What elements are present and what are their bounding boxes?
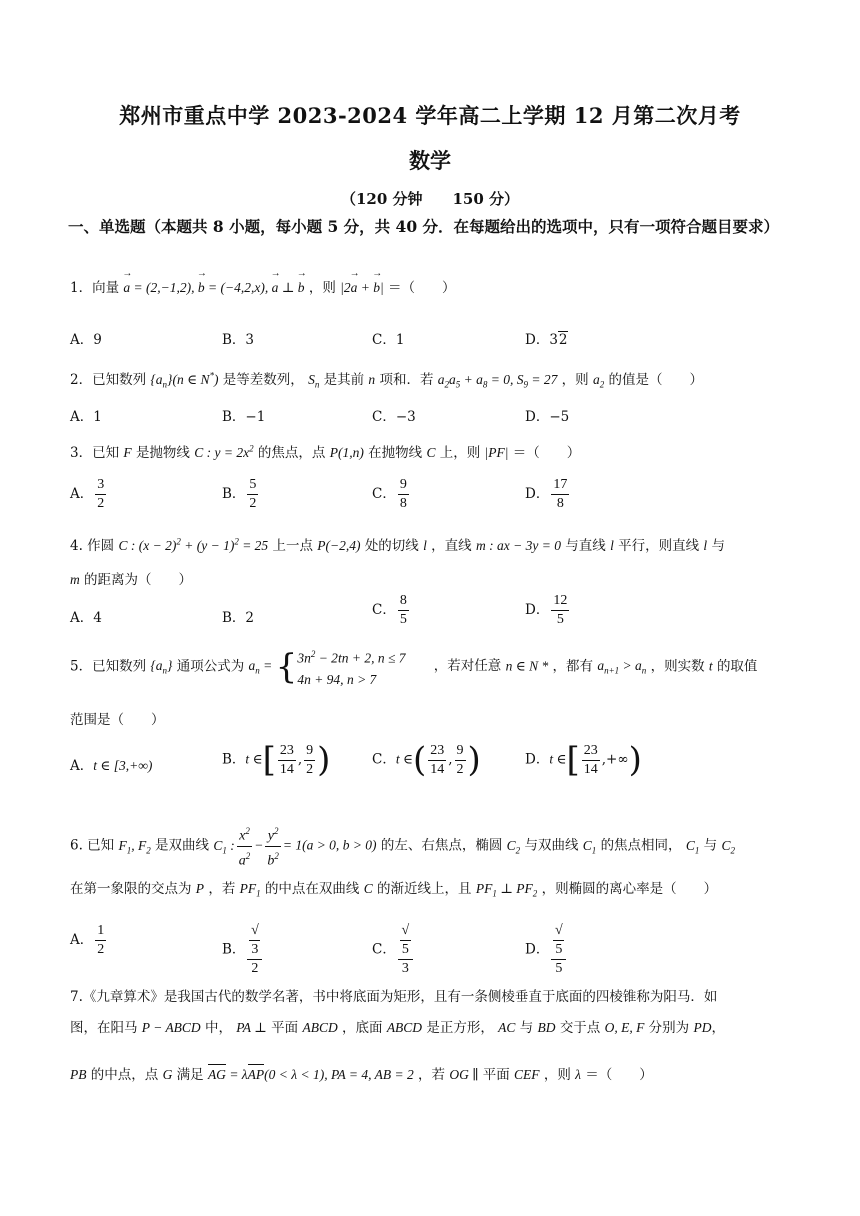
question-7-stem-line1: 7.《九章算术》是我国古代的数学名著，书中将底面为矩形，且有一条侧棱垂直于底面的四棱锥称为阳马．如 bbox=[70, 989, 718, 1005]
q2-option-b[interactable]: B．−1 bbox=[222, 409, 266, 425]
exam-subject: 数学 bbox=[409, 148, 451, 173]
question-4-stem-line2: m 的距离为（ ） bbox=[70, 572, 193, 588]
q1-option-b[interactable]: B．3 bbox=[222, 332, 255, 348]
exam-time-score: （120 分钟 150 分） bbox=[340, 190, 520, 208]
question-2-stem: 2．已知数列 $\{a_n\}(n$ ∈ N*) 是等差数列， $S_n$ 是其前 n 项和．若 $a_2a_5 + a_8 = 0$, $S_9 = 27$ ，则 $a_2$ 的值是（ ） bbox=[70, 370, 704, 390]
q3-option-a[interactable]: A． $\frac{3}{2}$ bbox=[70, 477, 105, 511]
q1-option-c[interactable]: C．1 bbox=[372, 332, 405, 348]
q4-option-c[interactable]: C． $\frac{8}{5}$ bbox=[372, 593, 407, 627]
q1-option-a[interactable]: A．9 bbox=[70, 332, 102, 348]
q4-option-b[interactable]: B．2 bbox=[222, 610, 255, 626]
q2-option-d[interactable]: D．−5 bbox=[525, 409, 570, 425]
q5-option-b[interactable]: B．t ∈[ $\frac{23}{14}$ , $\frac{9}{2}$ ) bbox=[222, 740, 331, 780]
question-7-stem-line3: PB 的中点，点 G 满足 AG = λAP(0 < λ < 1), PA = 4, AB = 2 ，若 OG ∥ 平面 CEF ，则 λ ＝（ ） bbox=[70, 1067, 653, 1083]
q6-option-d[interactable]: D． √ 5 5 bbox=[525, 922, 568, 978]
question-5-stem-line1: 5．已知数列 $\{a_n\}$ 通项公式为 $a_n$ = { $3n^2 - 2tn + 2$, n ≤ 7 4n + 94, n > 7 ，若对任意 n ∈ N * ，都有 $a_{n+1} > a_n$ ，则实数 t 的取值 bbox=[70, 646, 758, 687]
q6-option-b[interactable]: B． √ 3 2 bbox=[222, 922, 264, 978]
q5-option-c[interactable]: C．t ∈( $\frac{23}{14}$ , $\frac{9}{2}$ ) bbox=[372, 740, 481, 780]
q3-option-c[interactable]: C． $\frac{9}{8}$ bbox=[372, 477, 407, 511]
question-1-stem: 1．向量 → a = (2,−1,2), → b = (−4,2,x), → a ⊥ → b ，则 |2→ a + → b| ＝（ ） bbox=[70, 276, 455, 296]
q6-option-a[interactable]: A． $\frac{1}{2}$ bbox=[70, 923, 105, 957]
question-7-stem-line2: 图，在阳马 P − ABCD 中， PA ⊥ 平面 ABCD ，底面 ABCD 是正方形， AC 与 BD 交于点 O, E, F 分别为 PD， bbox=[70, 1020, 725, 1036]
q4-option-d[interactable]: D． $\frac{12}{5}$ bbox=[525, 593, 568, 627]
section-heading: 一、单选题（本题共 8 小题，每小题 5 分，共 40 分．在每题给出的选项中，只有一项符合题目要求） bbox=[68, 217, 780, 236]
q3-option-b[interactable]: B． $\frac{5}{2}$ bbox=[222, 477, 257, 511]
q3-option-d[interactable]: D． $\frac{17}{8}$ bbox=[525, 477, 568, 511]
q2-option-a[interactable]: A．1 bbox=[70, 409, 102, 425]
question-4-stem-line1: 4. 作圆 C : $(x - 2)^2 + (y - 1)^2 = 25$ 上一点 P(−2,4) 处的切线 l ，直线 m : ax − 3y = 0 与直线 l 平行，则直线 l 与 bbox=[70, 536, 725, 554]
question-6-stem-line1: 6. 已知 $F_1$, $F_2$ 是双曲线 $C_1$ : $\frac{x^2}{a^2}$ − $\frac{y^2}{b^2}$ = 1(a > 0, b > 0) 的左、右焦点，椭圆 $C_2$ 与双曲线 $C_1$ 的焦点相同， $C_1$ 与 $C_2$ bbox=[70, 822, 735, 870]
q6-option-c[interactable]: C． √ 5 3 bbox=[372, 922, 415, 978]
q5-option-a[interactable]: A．t ∈ [3,+∞) bbox=[70, 758, 153, 774]
question-5-stem-line2: 范围是（ ） bbox=[70, 712, 165, 728]
q5-option-d[interactable]: D．t ∈[ $\frac{23}{14}$ ,+∞) bbox=[525, 740, 642, 780]
question-3-stem: 3．已知 F 是抛物线 C : $y = 2x^2$ 的焦点，点 P(1,n) 在抛物线 C 上，则 |PF| ＝（ ） bbox=[70, 443, 581, 461]
q4-option-a[interactable]: A．4 bbox=[70, 610, 102, 626]
q2-option-c[interactable]: C．−3 bbox=[372, 409, 416, 425]
exam-title: 郑州市重点中学 2023-2024 学年高二上学期 12 月第二次月考 bbox=[119, 103, 741, 128]
question-6-stem-line2: 在第一象限的交点为 P ，若 $PF_1$ 的中点在双曲线 C 的渐近线上，且 $PF_1$ ⊥ $PF_2$ ，则椭圆的离心率是（ ） bbox=[70, 881, 718, 899]
q1-option-d[interactable]: D．32 bbox=[525, 332, 568, 348]
